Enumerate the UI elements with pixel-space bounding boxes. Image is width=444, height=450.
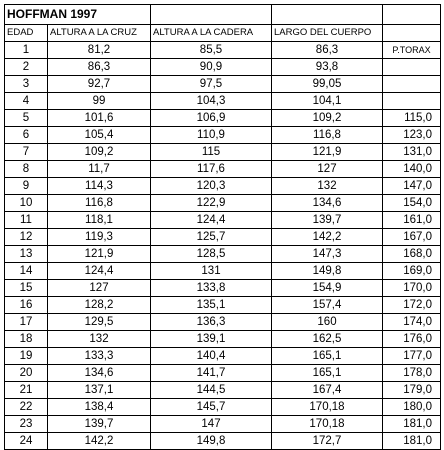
cell-perimetro-torax: 169,0 <box>383 263 441 280</box>
cell-edad: 10 <box>5 195 48 212</box>
cell-altura-cadera: 144,5 <box>151 382 272 399</box>
cell-altura-cadera: 124,4 <box>151 212 272 229</box>
cell-perimetro-torax: 115,0 <box>383 110 441 127</box>
cell-altura-cadera: 106,9 <box>151 110 272 127</box>
cell-edad: 7 <box>5 144 48 161</box>
header-row <box>5 25 441 42</box>
cell-edad: 20 <box>5 365 48 382</box>
cell-altura-cadera: 120,3 <box>151 178 272 195</box>
cell-largo-cuerpo: 93,8 <box>272 59 383 76</box>
cell-altura-cadera: 147 <box>151 416 272 433</box>
table-row <box>5 110 441 127</box>
table-row <box>5 399 441 416</box>
cell-altura-cadera: 110,9 <box>151 127 272 144</box>
cell-largo-cuerpo: 149,8 <box>272 263 383 280</box>
cell-altura-cadera: 135,1 <box>151 297 272 314</box>
cell-edad: 2 <box>5 59 48 76</box>
cell-perimetro-torax: 123,0 <box>383 127 441 144</box>
cell-altura-cruz: 119,3 <box>48 229 151 246</box>
cell-perimetro-torax: 168,0 <box>383 246 441 263</box>
cell-perimetro-torax: 176,0 <box>383 331 441 348</box>
table-row <box>5 433 441 450</box>
table-row <box>5 263 441 280</box>
cell-largo-cuerpo: 172,7 <box>272 433 383 450</box>
cell-largo-cuerpo: 142,2 <box>272 229 383 246</box>
cell-altura-cruz: 132 <box>48 331 151 348</box>
header-largo-cuerpo: LARGO DEL CUERPO <box>272 25 383 42</box>
cell-perimetro-torax <box>383 76 441 93</box>
cell-edad: 1 <box>5 42 48 59</box>
table-row <box>5 416 441 433</box>
cell-edad: 8 <box>5 161 48 178</box>
cell-perimetro-torax <box>383 93 441 110</box>
cell-largo-cuerpo: 121,9 <box>272 144 383 161</box>
empty-cell <box>383 5 441 25</box>
cell-perimetro-torax: 167,0 <box>383 229 441 246</box>
table-row <box>5 93 441 110</box>
cell-altura-cruz: 133,3 <box>48 348 151 365</box>
table-row <box>5 195 441 212</box>
cell-edad: 13 <box>5 246 48 263</box>
cell-altura-cruz: 121,9 <box>48 246 151 263</box>
table-row <box>5 161 441 178</box>
cell-perimetro-torax: 140,0 <box>383 161 441 178</box>
table-row <box>5 144 441 161</box>
cell-perimetro-torax: 180,0 <box>383 399 441 416</box>
cell-perimetro-torax: 177,0 <box>383 348 441 365</box>
cell-largo-cuerpo: 109,2 <box>272 110 383 127</box>
header-altura-cadera: ALTURA A LA CADERA <box>151 25 272 42</box>
cell-altura-cruz: 139,7 <box>48 416 151 433</box>
cell-altura-cruz: 114,3 <box>48 178 151 195</box>
cell-altura-cadera: 131 <box>151 263 272 280</box>
cell-perimetro-torax: 161,0 <box>383 212 441 229</box>
table-row <box>5 246 441 263</box>
cell-largo-cuerpo: 167,4 <box>272 382 383 399</box>
cell-altura-cadera: 125,7 <box>151 229 272 246</box>
cell-perimetro-torax: 178,0 <box>383 365 441 382</box>
cell-altura-cruz: 105,4 <box>48 127 151 144</box>
table-row <box>5 331 441 348</box>
cell-edad: 19 <box>5 348 48 365</box>
cell-perimetro-torax <box>383 59 441 76</box>
cell-altura-cadera: 139,1 <box>151 331 272 348</box>
cell-altura-cruz: 99 <box>48 93 151 110</box>
cell-edad: 21 <box>5 382 48 399</box>
cell-edad: 23 <box>5 416 48 433</box>
table-row <box>5 382 441 399</box>
spreadsheet-table-container <box>4 4 441 450</box>
cell-largo-cuerpo: 162,5 <box>272 331 383 348</box>
cell-perimetro-torax: 174,0 <box>383 314 441 331</box>
cell-largo-cuerpo: 160 <box>272 314 383 331</box>
cell-edad: 9 <box>5 178 48 195</box>
cell-edad: 16 <box>5 297 48 314</box>
cell-altura-cruz: 86,3 <box>48 59 151 76</box>
cell-edad: 18 <box>5 331 48 348</box>
table-row <box>5 42 441 59</box>
cell-largo-cuerpo: 99,05 <box>272 76 383 93</box>
cell-altura-cadera: 115 <box>151 144 272 161</box>
title-row <box>5 5 441 25</box>
table-body <box>5 42 441 450</box>
cell-edad: 3 <box>5 76 48 93</box>
hoffman-table <box>4 4 441 450</box>
cell-perimetro-torax: 170,0 <box>383 280 441 297</box>
cell-perimetro-torax: 172,0 <box>383 297 441 314</box>
cell-altura-cruz: 109,2 <box>48 144 151 161</box>
table-row <box>5 280 441 297</box>
cell-largo-cuerpo: 127 <box>272 161 383 178</box>
cell-altura-cadera: 140,4 <box>151 348 272 365</box>
cell-perimetro-torax: 154,0 <box>383 195 441 212</box>
cell-altura-cruz: 138,4 <box>48 399 151 416</box>
header-edad: EDAD <box>5 25 48 42</box>
table-row <box>5 76 441 93</box>
table-row <box>5 127 441 144</box>
cell-largo-cuerpo: 86,3 <box>272 42 383 59</box>
cell-largo-cuerpo: 157,4 <box>272 297 383 314</box>
cell-edad: 12 <box>5 229 48 246</box>
cell-largo-cuerpo: 170,18 <box>272 416 383 433</box>
table-title: HOFFMAN 1997 <box>5 5 151 25</box>
empty-cell <box>151 5 272 25</box>
cell-altura-cadera: 97,5 <box>151 76 272 93</box>
table-row <box>5 348 441 365</box>
cell-altura-cadera: 122,9 <box>151 195 272 212</box>
cell-altura-cruz: 81,2 <box>48 42 151 59</box>
cell-altura-cadera: 128,5 <box>151 246 272 263</box>
cell-largo-cuerpo: 132 <box>272 178 383 195</box>
cell-edad: 6 <box>5 127 48 144</box>
cell-altura-cruz: 129,5 <box>48 314 151 331</box>
cell-largo-cuerpo: 104,1 <box>272 93 383 110</box>
cell-altura-cruz: 92,7 <box>48 76 151 93</box>
cell-altura-cruz: 142,2 <box>48 433 151 450</box>
cell-altura-cruz: 11,7 <box>48 161 151 178</box>
cell-edad: 11 <box>5 212 48 229</box>
table-row <box>5 297 441 314</box>
cell-largo-cuerpo: 134,6 <box>272 195 383 212</box>
cell-edad: 22 <box>5 399 48 416</box>
cell-largo-cuerpo: 165,1 <box>272 348 383 365</box>
cell-altura-cruz: 118,1 <box>48 212 151 229</box>
cell-altura-cruz: 116,8 <box>48 195 151 212</box>
table-row <box>5 59 441 76</box>
cell-altura-cadera: 136,3 <box>151 314 272 331</box>
cell-largo-cuerpo: 116,8 <box>272 127 383 144</box>
cell-altura-cruz: 128,2 <box>48 297 151 314</box>
cell-altura-cruz: 127 <box>48 280 151 297</box>
cell-altura-cadera: 149,8 <box>151 433 272 450</box>
cell-edad: 15 <box>5 280 48 297</box>
cell-altura-cadera: 141,7 <box>151 365 272 382</box>
cell-perimetro-torax: 179,0 <box>383 382 441 399</box>
cell-perimetro-torax: 147,0 <box>383 178 441 195</box>
cell-altura-cadera: 117,6 <box>151 161 272 178</box>
table-row <box>5 365 441 382</box>
cell-altura-cadera: 133,8 <box>151 280 272 297</box>
cell-altura-cadera: 145,7 <box>151 399 272 416</box>
cell-largo-cuerpo: 154,9 <box>272 280 383 297</box>
cell-largo-cuerpo: 165,1 <box>272 365 383 382</box>
label-p-torax: P.TORAX <box>383 42 441 59</box>
header-altura-cruz: ALTURA A LA CRUZ <box>48 25 151 42</box>
cell-perimetro-torax: 181,0 <box>383 433 441 450</box>
cell-edad: 17 <box>5 314 48 331</box>
table-row <box>5 229 441 246</box>
cell-altura-cruz: 124,4 <box>48 263 151 280</box>
cell-altura-cruz: 101,6 <box>48 110 151 127</box>
cell-largo-cuerpo: 147,3 <box>272 246 383 263</box>
cell-perimetro-torax: 181,0 <box>383 416 441 433</box>
cell-altura-cadera: 104,3 <box>151 93 272 110</box>
cell-edad: 4 <box>5 93 48 110</box>
table-row <box>5 314 441 331</box>
cell-altura-cruz: 137,1 <box>48 382 151 399</box>
cell-edad: 5 <box>5 110 48 127</box>
cell-largo-cuerpo: 139,7 <box>272 212 383 229</box>
cell-largo-cuerpo: 170,18 <box>272 399 383 416</box>
cell-perimetro-torax: 131,0 <box>383 144 441 161</box>
cell-altura-cruz: 134,6 <box>48 365 151 382</box>
empty-cell <box>272 5 383 25</box>
cell-edad: 14 <box>5 263 48 280</box>
header-perimetro-torax <box>383 25 441 42</box>
table-row <box>5 178 441 195</box>
cell-edad: 24 <box>5 433 48 450</box>
cell-altura-cadera: 85,5 <box>151 42 272 59</box>
table-row <box>5 212 441 229</box>
cell-altura-cadera: 90,9 <box>151 59 272 76</box>
